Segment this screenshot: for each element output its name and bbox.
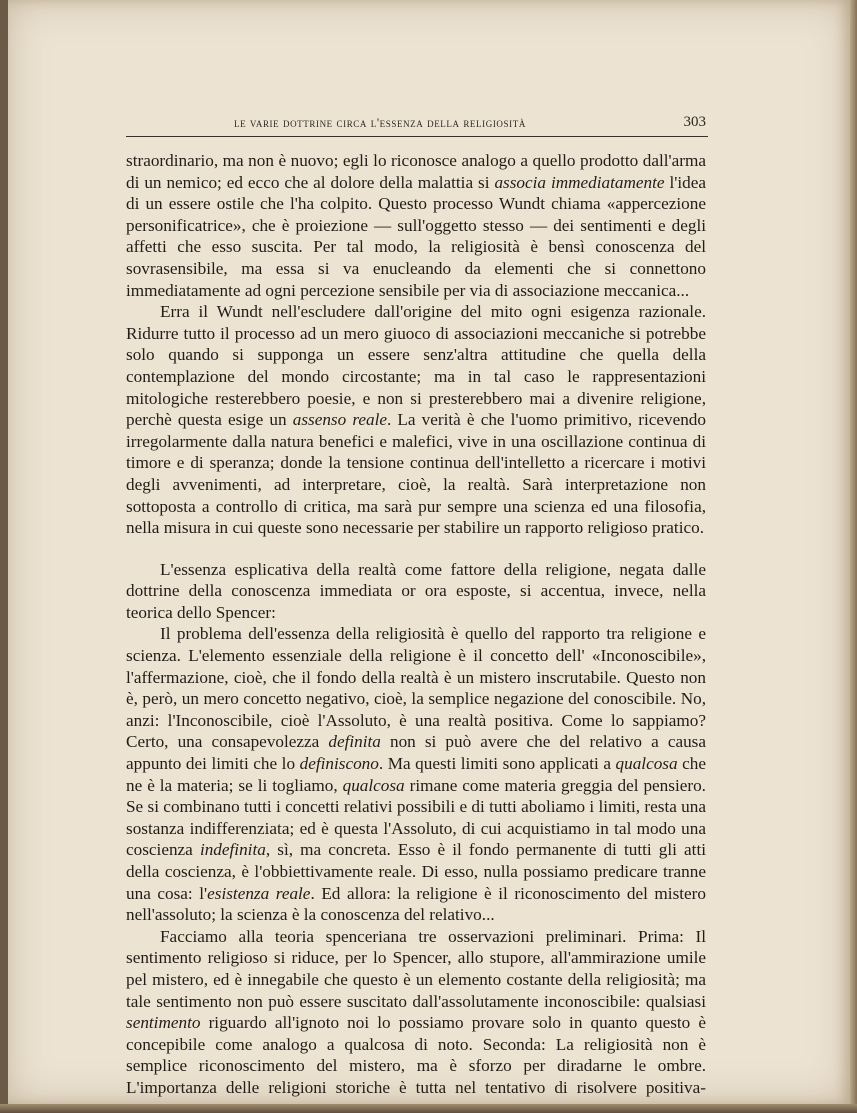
paragraph-2 (126, 301, 706, 539)
paragraph-4-text-4: che ne è la materia; se li togliamo, (126, 754, 706, 795)
paragraph-4-text-7: . Ed allora: la religione è il riconoscimento del mistero nell'assoluto; la scienza è la conoscenza del relativo... (126, 883, 706, 925)
book-edge-bottom (0, 1104, 857, 1113)
paragraph-4-italic-5: indefinita (199, 840, 266, 860)
paragraph-1-italic-1: associa immediatamente (494, 172, 665, 192)
paragraph-1-text-1: straordinario, ma non è nuovo; egli lo riconosce analogo a quello prodotto dall'arma di un nemico; ed ecco che al dolore della malattia si (126, 151, 706, 192)
paragraph-4-text-1: Il problema dell'essenza della religiosità è quello del rapporto tra religione e scienza. L'elemento essenziale della religione è il concetto dell' «Inconoscibile», l'affermazione, cioè, che il fondo della realtà è un mistero inscrutabile. Questo non è, però, un mero concetto negativo, cioè, la semplice negazione del conoscibile. No, anzi: l'Inconoscibile, cioè l'Assoluto, è una realtà positiva. Come lo sappiamo? Certo, una consapevolezza (126, 624, 706, 752)
paragraph-1 (126, 150, 706, 301)
paragraph-4-text-5: rimane come materia greggia del pensiero. Se si combinano tutti i concetti relativi possibili e di tutti aboliamo i limiti, resta una sostanza indifferenziata; ed è questa l'Assoluto, di cui acquistiamo in tal modo una coscienza (126, 775, 706, 860)
paragraph-5 (126, 926, 706, 1099)
book-edge-right (850, 0, 857, 1113)
page-number: 303 (683, 114, 706, 130)
paragraph-2-italic-1: assenso reale (292, 410, 387, 430)
paragraph-1-text-2: l'idea di un essere ostile che l'ha colpito. Questo processo Wundt chiama «appercezione personificatrice», che è proiezione — sull'oggetto stesso — dei sentimenti e degli affetti che esso suscita. Per tal modo, la religiosità è bensì conoscenza del sovrasensibile, ma essa si va enucleando da elementi che si connettono immediatamente ad ogni percezione sensibile per via di associazione meccanica... (126, 172, 706, 300)
paragraph-4-italic-6: esistenza reale (207, 883, 311, 903)
paragraph-4-italic-2: definiscono (299, 754, 379, 774)
paragraph-4-italic-4: qualcosa (342, 775, 405, 795)
paragraph-5-text-2: riguardo all'ignoto noi lo possiamo provare solo in quanto questo è concepibile come analogo a qualcosa di noto. Seconda: La religiosità non è semplice riconoscimento del mistero, ma è sforzo per diradarne le ombre. L'importanza delle religioni storiche è tutta nel tentativo di risolvere positiva- (126, 1013, 706, 1097)
book-page (8, 0, 850, 1104)
paragraph-3 (126, 559, 706, 624)
body-text (126, 150, 706, 1099)
paragraph-5-text-1: Facciamo alla teoria spenceriana tre osservazioni preliminari. Prima: Il sentimento religioso si riduce, per lo Spencer, allo stupore, all'ammirazione umile pel mistero, ed è innegabile che questo è un elemento costante della religiosità; ma tale sentimento non può essere suscitato dall'assolutamente inconoscibile: qualsiasi (126, 926, 706, 1011)
paragraph-4-italic-3: qualcosa (615, 754, 678, 774)
paragraph-2-text-2: . La verità è che l'uomo primitivo, ricevendo irregolarmente dalla natura benefici e malefici, vive in una oscillazione continua di timore e di speranza; donde la tensione continua dell'intelletto a ricercare i motivi degli avvenimenti, ad interpretare, cioè, la realtà. Sarà interpretazione non sottoposta a controllo di critica, ma sarà pur sempre una scienza ed una filosofia, nella misura in cui queste sono necessarie per stabilire un rapporto religioso pratico. (126, 410, 706, 538)
paragraph-2-text-1: Erra il Wundt nell'escludere dall'origine del mito ogni esigenza razionale. Ridurre tutto il processo ad un mero giuoco di associazioni meccaniche si potrebbe solo quando si supponga un essere senz'altra attitudine che quella della contemplazione del mondo circostante; ma in tal caso le rappresentazioni mitologiche resterebbero poesie, e non si presterebbero mai a divenire religione, perchè questa esige un (126, 302, 706, 430)
paragraph-4-text-2: non si può avere che del relativo a causa appunto dei limiti che lo (126, 732, 706, 774)
paragraph-4-italic-1: definita (328, 732, 381, 752)
paragraph-4 (126, 623, 706, 925)
paragraph-5-italic-1: sentimento (126, 1013, 201, 1033)
paragraph-4-text-6: , sì, ma concreta. Esso è il fondo permanente di tutti gli atti della coscienza, è l'obbiettivamente reale. Di esso, nulla possiamo predicare tranne una cosa: l' (126, 840, 706, 903)
paragraph-4-text-3: . Ma questi limiti sono applicati a (378, 754, 616, 774)
running-title: le varie dottrine circa l'essenza della religiosità (234, 116, 526, 130)
paragraph-3-text-1: L'essenza esplicativa della realtà come fattore della religione, negata dalle dottrine della conoscenza immediata or ora esposte, si accentua, invece, nella teorica dello Spencer: (126, 559, 706, 622)
running-header (126, 112, 708, 137)
